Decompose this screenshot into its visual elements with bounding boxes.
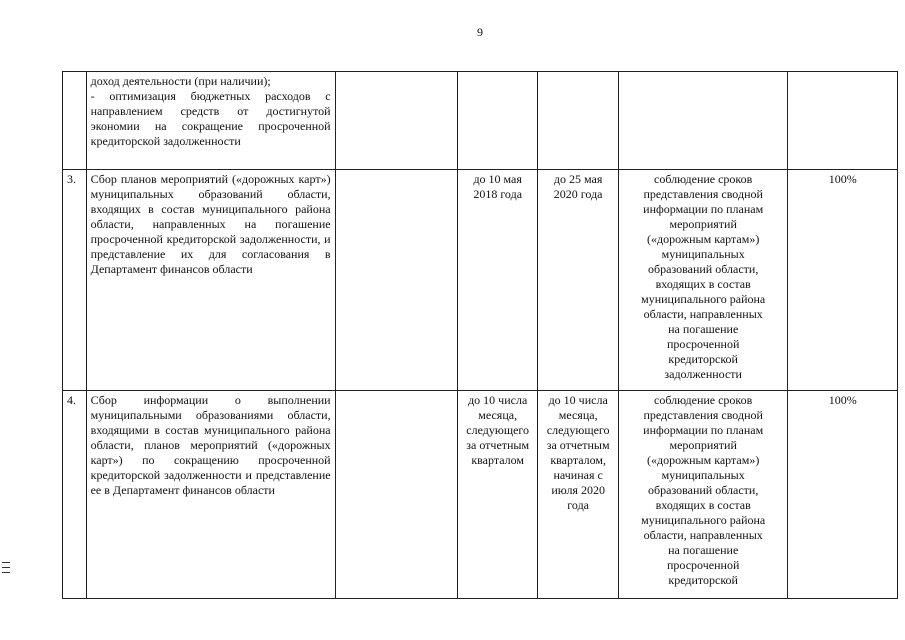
row-number-cell: 3. xyxy=(63,170,87,391)
result-cell xyxy=(618,72,788,170)
binding-mark xyxy=(2,567,10,568)
page-number: 9 xyxy=(477,25,483,39)
binding-mark xyxy=(2,562,10,563)
row-number-cell xyxy=(63,72,87,170)
measures-table xyxy=(62,71,898,599)
result-cell: соблюдение сроков представления сводной информации по планам мероприятий («дорожным картам») муниципальных образований области, входящих в состав муниципального района области, направленных на погашение просроченной кредиторской задолженности xyxy=(618,170,788,391)
row-number-cell: 4. xyxy=(63,391,87,599)
result-cell: соблюдение сроков представления сводной информации по планам мероприятий («дорожным картам») муниципальных образований области, входящих в состав муниципального района области, направленных на погашение просроченной кредиторской xyxy=(618,391,788,599)
table-row xyxy=(63,391,898,599)
fact-date-cell: до 10 числа месяца, следующего за отчетным кварталом, начиная с июля 2020 года xyxy=(538,391,618,599)
action-cell: доход деятельности (при наличии); - оптимизация бюджетных расходов с направлением средств от достигнутой экономии на сокращение просроченной кредиторской задолженности xyxy=(86,72,335,170)
value-cell xyxy=(788,72,898,170)
fact-date-cell xyxy=(538,72,618,170)
plan-date-cell xyxy=(457,72,537,170)
value-cell: 100% xyxy=(788,170,898,391)
table-row xyxy=(63,170,898,391)
binding-mark xyxy=(2,572,10,573)
action-cell: Сбор информации о выполнении муниципальными образованиями области, входящими в состав муниципального района области, планов мероприятий («дорожных карт») по сокращению просроченной кредиторской задолженности и представление ее в Департамент финансов области xyxy=(86,391,335,599)
fact-date-cell: до 25 мая 2020 года xyxy=(538,170,618,391)
table-row xyxy=(63,72,898,170)
action-cell: Сбор планов мероприятий («дорожных карт») муниципальных образований области, входящих в состав муниципального района области, направленных на погашение просроченной кредиторской задолженности, и представление их для согласования в Департамент финансов области xyxy=(86,170,335,391)
plan-date-cell: до 10 числа месяца, следующего за отчетным кварталом xyxy=(457,391,537,599)
plan-date-cell: до 10 мая 2018 года xyxy=(457,170,537,391)
empty-cell xyxy=(335,72,457,170)
value-cell: 100% xyxy=(788,391,898,599)
binding-marks xyxy=(2,562,10,577)
empty-cell xyxy=(335,170,457,391)
empty-cell xyxy=(335,391,457,599)
